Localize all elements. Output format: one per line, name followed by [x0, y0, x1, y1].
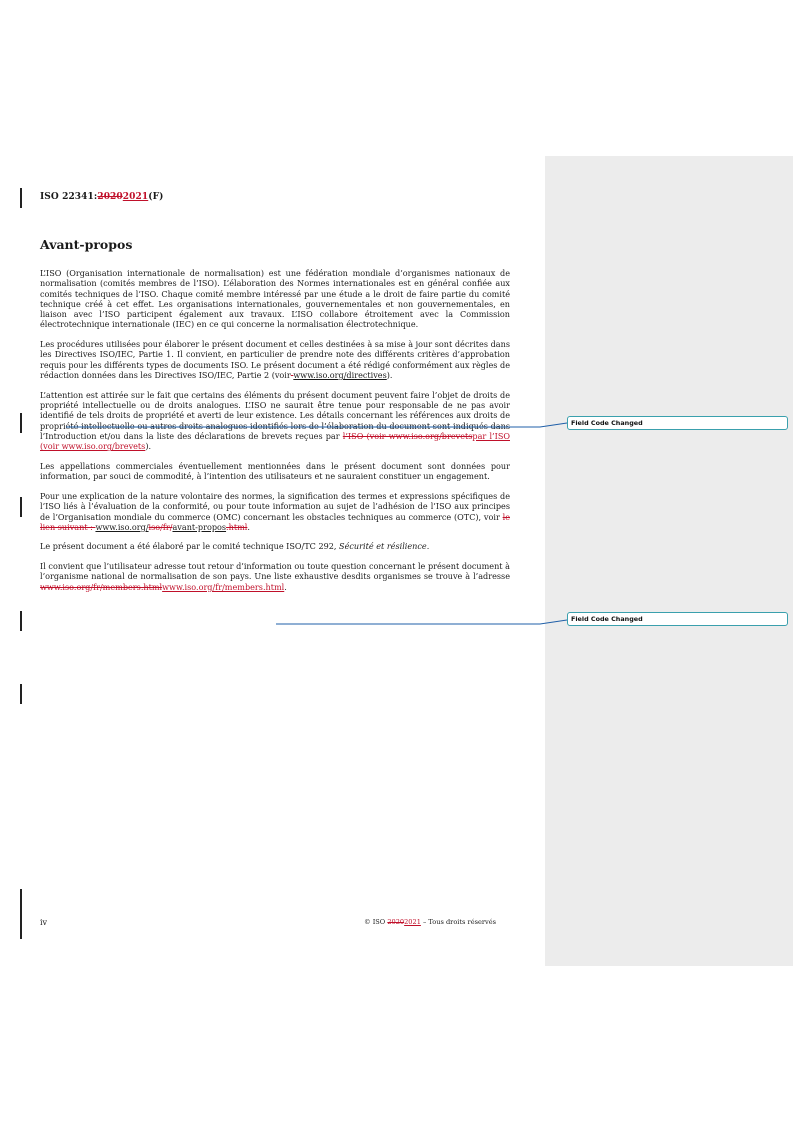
- inserted-text: www.iso.org/fr/members.html: [162, 581, 285, 592]
- deleted-text: iso/fr/: [148, 521, 173, 532]
- inserted-text: par l’ISO (voir www.iso.org/brevets: [40, 430, 510, 452]
- page-number: iv: [40, 918, 48, 927]
- text-run: ).: [145, 441, 152, 452]
- change-bar: [20, 684, 22, 704]
- deleted-text: .html: [226, 521, 248, 532]
- text-run: ISO 22341:: [40, 192, 98, 202]
- change-bar: [20, 611, 22, 631]
- copyright-notice: [364, 918, 496, 926]
- text-run: Pour une explication de la nature volontaire des normes, la signification des termes et expressions spécifiques de l’ISO liés à l’évaluation de la conformité, ou pour toute information au sujet de l’adhésion de l’ISO aux principes de l’Organisation mondiale du commerce (OMC) concernant les obstacles techniques au commerce (OTC), voir: [40, 490, 510, 522]
- change-bar: [20, 188, 22, 208]
- text-run: Le présent document a été élaboré par le comité technique ISO/TC 292,: [40, 541, 340, 552]
- paragraph: [40, 268, 510, 330]
- text-run: Les appellations commerciales éventuellement mentionnées dans le présent document sont données pour information, par souci de commodité, à l’intention des utilisateurs et ne sauraient constituer un engagement.: [40, 460, 510, 482]
- markup-pane: [545, 156, 793, 966]
- text-run: Les procédures utilisées pour élaborer le présent document et celles destinées à sa mise à jour sont décrites dans les Directives ISO/IEC, Partie 1. Il convient, en particulier de prendre note des différents critères d’approbation requis pour les différents types de documents ISO. Le présent document a été rédigé conformément aux règles de rédaction données dans les Directives ISO/IEC, Partie 2 (voir: [40, 339, 510, 381]
- text-run: (F): [148, 192, 164, 202]
- change-bar: [20, 889, 22, 939]
- document-header: [40, 192, 163, 202]
- inserted-text: 2021: [122, 192, 149, 202]
- body-text: [40, 268, 510, 601]
- text-run: L’attention est attirée sur le fait que certains des éléments du présent document peuvent faire l’objet de droits de propriété intellectuelle ou de droits analogues. L’ISO ne saurait être tenue pour responsable de ne pas avoir identifié de tels droits de propriété et averti de leur existence. Les détails concernant les références aux droits de propriété intellectuelle ou autres droits analogues identifiés lors de l’élaboration du document sont indiqués dans l’Introduction et/ou dans la liste des déclarations de brevets reçues par: [40, 389, 510, 441]
- text-run: .: [426, 541, 430, 552]
- deleted-text: 2020: [387, 918, 405, 926]
- deleted-text: l’ISO (voir www.iso.org/brevets: [342, 430, 473, 441]
- text-run: .: [247, 521, 250, 532]
- hyperlink[interactable]: www.iso.org/directives: [293, 370, 387, 381]
- text-run: L’ISO (Organisation internationale de normalisation) est une fédération mondiale d’organismes nationaux de normalisation (comités membres de l’ISO). L’élaboration des Normes internationales est en général confiée aux comités techniques de l’ISO. Chaque comité membre intéressé par une étude a le droit de faire partie du comité technique créé à cet effet. Les organisations internationales, gouvernementales et non gouvernementales, en liaison avec l’ISO participent également aux travaux. L’ISO collabore étroitement avec la Commission électrotechnique internationale (IEC) en ce qui concerne la normalisation électrotechnique.: [40, 268, 510, 330]
- italic-text: Sécurité et résilience: [339, 541, 427, 552]
- field-code-changed-balloon[interactable]: Field Code Changed: [567, 416, 788, 430]
- text-run: – Tous droits réservés: [420, 918, 497, 926]
- deleted-text: 2020: [97, 192, 123, 202]
- section-title: Avant-propos: [40, 237, 133, 252]
- paragraph: [40, 541, 510, 551]
- paragraph: [40, 491, 510, 532]
- hyperlink[interactable]: avant-propos: [172, 521, 227, 532]
- text-run: Il convient que l’utilisateur adresse tout retour d’information ou toute question concernant le présent document à l’organisme national de normalisation de son pays. Une liste exhaustive desdits organismes se trouve à l’adresse: [40, 561, 510, 582]
- hyperlink[interactable]: www.iso.org/: [95, 521, 149, 532]
- field-code-changed-balloon[interactable]: Field Code Changed: [567, 612, 788, 626]
- text-run: ).: [386, 370, 393, 381]
- paragraph: [40, 339, 510, 380]
- change-bar: [20, 413, 22, 433]
- paragraph: [40, 390, 510, 452]
- deleted-text: www.iso.org/fr/members.html: [40, 581, 163, 592]
- paragraph: [40, 561, 510, 592]
- text-run: © ISO: [364, 918, 388, 926]
- text-run: .: [284, 581, 287, 592]
- paragraph: [40, 461, 510, 482]
- deleted-text: le lien suivant :: [40, 511, 510, 532]
- inserted-text: 2021: [404, 918, 421, 926]
- change-bar: [20, 497, 22, 517]
